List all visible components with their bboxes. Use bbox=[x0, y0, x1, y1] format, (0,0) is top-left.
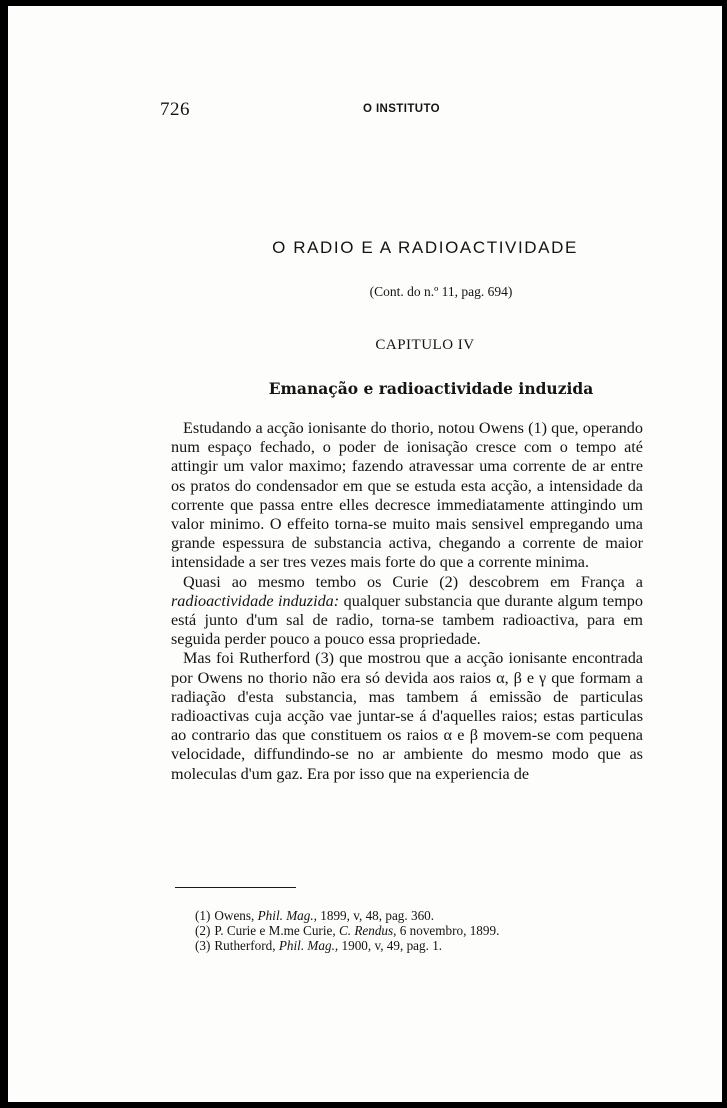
footnote-citation: 1899, v, 48, pag. 360. bbox=[316, 908, 435, 923]
footnotes bbox=[195, 908, 615, 954]
journal-title: O INSTITUTO bbox=[363, 103, 441, 115]
continuation-note: (Cont. do n.º 11, pag. 694) bbox=[369, 284, 513, 299]
footnote-text: P. Curie e M.me Curie, bbox=[214, 923, 339, 939]
paragraph-2-text-end: qualquer substancia que durante algum tempo está junto d'um sal de radio, torna-se tambem radioactiva, para em seguida perder pouco a pouco essa propriedade. bbox=[171, 591, 643, 649]
article-title: O RADIO E A RADIOACTIVIDADE bbox=[272, 238, 578, 257]
footnote-1 bbox=[195, 908, 615, 923]
footnote-citation: 1900, v, 49, pag. 1. bbox=[338, 938, 443, 954]
paragraph-2 bbox=[171, 573, 643, 650]
footnote-number: (1) bbox=[195, 908, 211, 923]
footnote-journal: Phil. Mag., bbox=[257, 908, 317, 923]
footnote-journal: Phil. Mag., bbox=[278, 938, 339, 954]
footnote-number: (3) bbox=[195, 938, 211, 954]
footnote-divider bbox=[175, 887, 296, 888]
document-page bbox=[8, 6, 722, 1102]
paragraph-3: Mas foi Rutherford (3) que mostrou que a acção ionisante encontrada por Owens no thorio não era só devida aos raios α, β e γ que formam a radiação d'esta substancia, mas tambem á emissão de particulas radioactivas cuja acção vae juntar-se á d'aquelles raios; estas particulas ao contrario das que constituem os raios α e β movem-se com pequena velocidade, diffundindo-se no ar ambiente do mesmo modo que as moleculas d'um gaz. Era por isso que na experiencia de bbox=[171, 649, 643, 783]
section-title: Emanação e radioactividade induzida bbox=[268, 379, 594, 398]
footnote-journal: C. Rendus, bbox=[338, 923, 397, 939]
chapter-heading: CAPITULO IV bbox=[375, 337, 475, 353]
body-text bbox=[171, 419, 643, 784]
footnote-citation: 6 novembro, 1899. bbox=[396, 923, 500, 939]
paragraph-1: Estudando a acção ionisante do thorio, notou Owens (1) que, operando num espaço fechado, o poder de ionisação cresce com o tempo até attingir um valor maximo; fazendo atravessar uma corrente de ar entre os pratos do condensador em que se estuda esta acção, a intensidade da corrente que passa entre elles decresce immediatamente attingindo um valor minimo. O effeito torna-se muito mais sensivel empregando uma grande espessura de substancia activa, chegando a corrente de maior intensidade a ser tres vezes mais forte do que a corrente minima. bbox=[171, 419, 643, 572]
footnote-text: Rutherford, bbox=[214, 938, 279, 954]
paragraph-2-text-start: Quasi ao mesmo tembo os Curie (2) descobrem em França a bbox=[183, 572, 643, 591]
page-number: 726 bbox=[160, 99, 190, 120]
footnote-text: Owens, bbox=[214, 908, 258, 923]
footnote-number: (2) bbox=[195, 923, 211, 939]
footnote-3 bbox=[195, 938, 615, 953]
footnote-2 bbox=[195, 923, 615, 938]
paragraph-2-italic-term: radioactividade induzida: bbox=[171, 591, 340, 610]
running-header bbox=[160, 99, 650, 123]
